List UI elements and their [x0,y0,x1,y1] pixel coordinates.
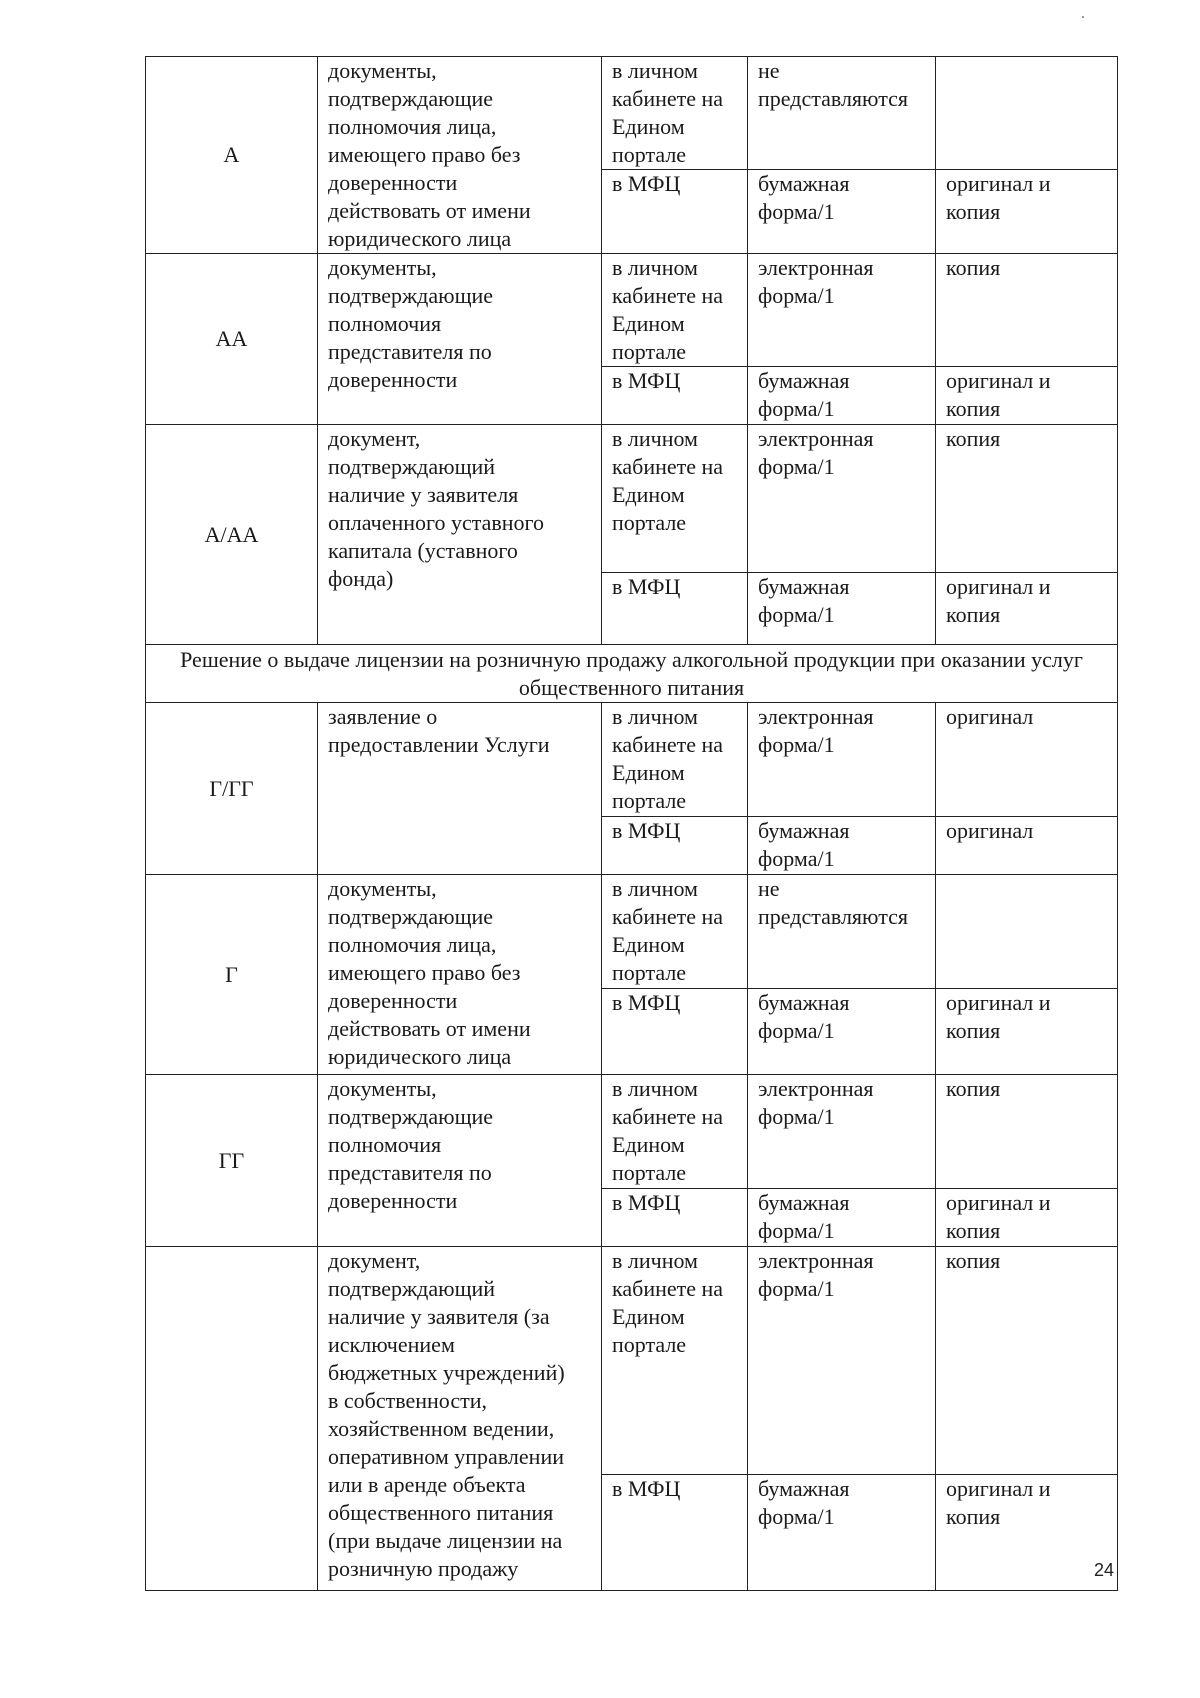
submission-channel: в личном кабинете на Едином портале [602,1247,748,1475]
submission-channel: в МФЦ [602,367,748,425]
document-type: копия [936,254,1118,367]
table-row [146,875,1118,989]
document-form: бумажная форма/1 [748,817,936,875]
document-type [936,57,1118,170]
applicant-code: Г/ГГ [146,703,318,875]
document-type: оригинал и копия [936,170,1118,254]
document-form: электронная форма/1 [748,425,936,573]
document-name: документы, подтверждающие полномочия представителя по доверенности [318,254,602,425]
document-form: бумажная форма/1 [748,573,936,645]
document-type: оригинал и копия [936,367,1118,425]
document-name: документ, подтверждающий наличие у заявителя оплаченного уставного капитала (уставного фонда) [318,425,602,645]
submission-channel: в личном кабинете на Едином портале [602,1075,748,1189]
table-row [146,1075,1118,1189]
submission-channel: в личном кабинете на Едином портале [602,703,748,817]
submission-channel: в личном кабинете на Едином портале [602,875,748,989]
scan-speck [1082,16,1084,18]
applicant-code: Г [146,875,318,1075]
document-form: бумажная форма/1 [748,1475,936,1591]
submission-channel: в личном кабинете на Едином портале [602,425,748,573]
document-form: электронная форма/1 [748,1075,936,1189]
submission-channel: в МФЦ [602,1475,748,1591]
document-type: копия [936,1075,1118,1189]
document-type: копия [936,1247,1118,1475]
table-row [146,703,1118,817]
document-type: оригинал и копия [936,1189,1118,1247]
table-row [146,645,1118,703]
submission-channel: в МФЦ [602,170,748,254]
document-form: не представляются [748,875,936,989]
submission-channel: в личном кабинете на Едином портале [602,57,748,170]
submission-channel: в МФЦ [602,1189,748,1247]
document-name: документы, подтверждающие полномочия представителя по доверенности [318,1075,602,1247]
document-form: электронная форма/1 [748,1247,936,1475]
document-type: копия [936,425,1118,573]
submission-channel: в МФЦ [602,989,748,1075]
table-row [146,57,1118,170]
applicant-code [146,1247,318,1591]
document-type: оригинал [936,817,1118,875]
submission-channel: в личном кабинете на Едином портале [602,254,748,367]
document-name: документы, подтверждающие полномочия лица, имеющего право без доверенности действовать от имени юридического лица [318,875,602,1075]
applicant-code: А/АА [146,425,318,645]
document-form: электронная форма/1 [748,703,936,817]
table-row [146,1247,1118,1475]
document-name: заявление о предоставлении Услуги [318,703,602,875]
submission-channel: в МФЦ [602,573,748,645]
table-row [146,254,1118,367]
applicant-code: АА [146,254,318,425]
document-form: бумажная форма/1 [748,1189,936,1247]
document-form: электронная форма/1 [748,254,936,367]
table-row [146,425,1118,573]
section-title: Решение о выдаче лицензии на розничную продажу алкогольной продукции при оказании услуг общественного питания [146,645,1118,703]
documents-table [145,56,1118,1591]
page-number: 24 [1093,1560,1114,1580]
submission-channel: в МФЦ [602,817,748,875]
document-name: документы, подтверждающие полномочия лица, имеющего право без доверенности действовать от имени юридического лица [318,57,602,254]
document-type: оригинал и копия [936,573,1118,645]
applicant-code: ГГ [146,1075,318,1247]
document-type: оригинал и копия [936,1475,1118,1591]
document-type: оригинал [936,703,1118,817]
document-type [936,875,1118,989]
document-name: документ, подтверждающий наличие у заявителя (за исключением бюджетных учреждений) в собственности, хозяйственном ведении, оперативном управлении или в аренде объекта общественного питания (при выдаче лицензии на розничную продажу [318,1247,602,1591]
document-type: оригинал и копия [936,989,1118,1075]
document-form: не представляются [748,57,936,170]
document-form: бумажная форма/1 [748,989,936,1075]
document-form: бумажная форма/1 [748,170,936,254]
applicant-code: А [146,57,318,254]
document-form: бумажная форма/1 [748,367,936,425]
